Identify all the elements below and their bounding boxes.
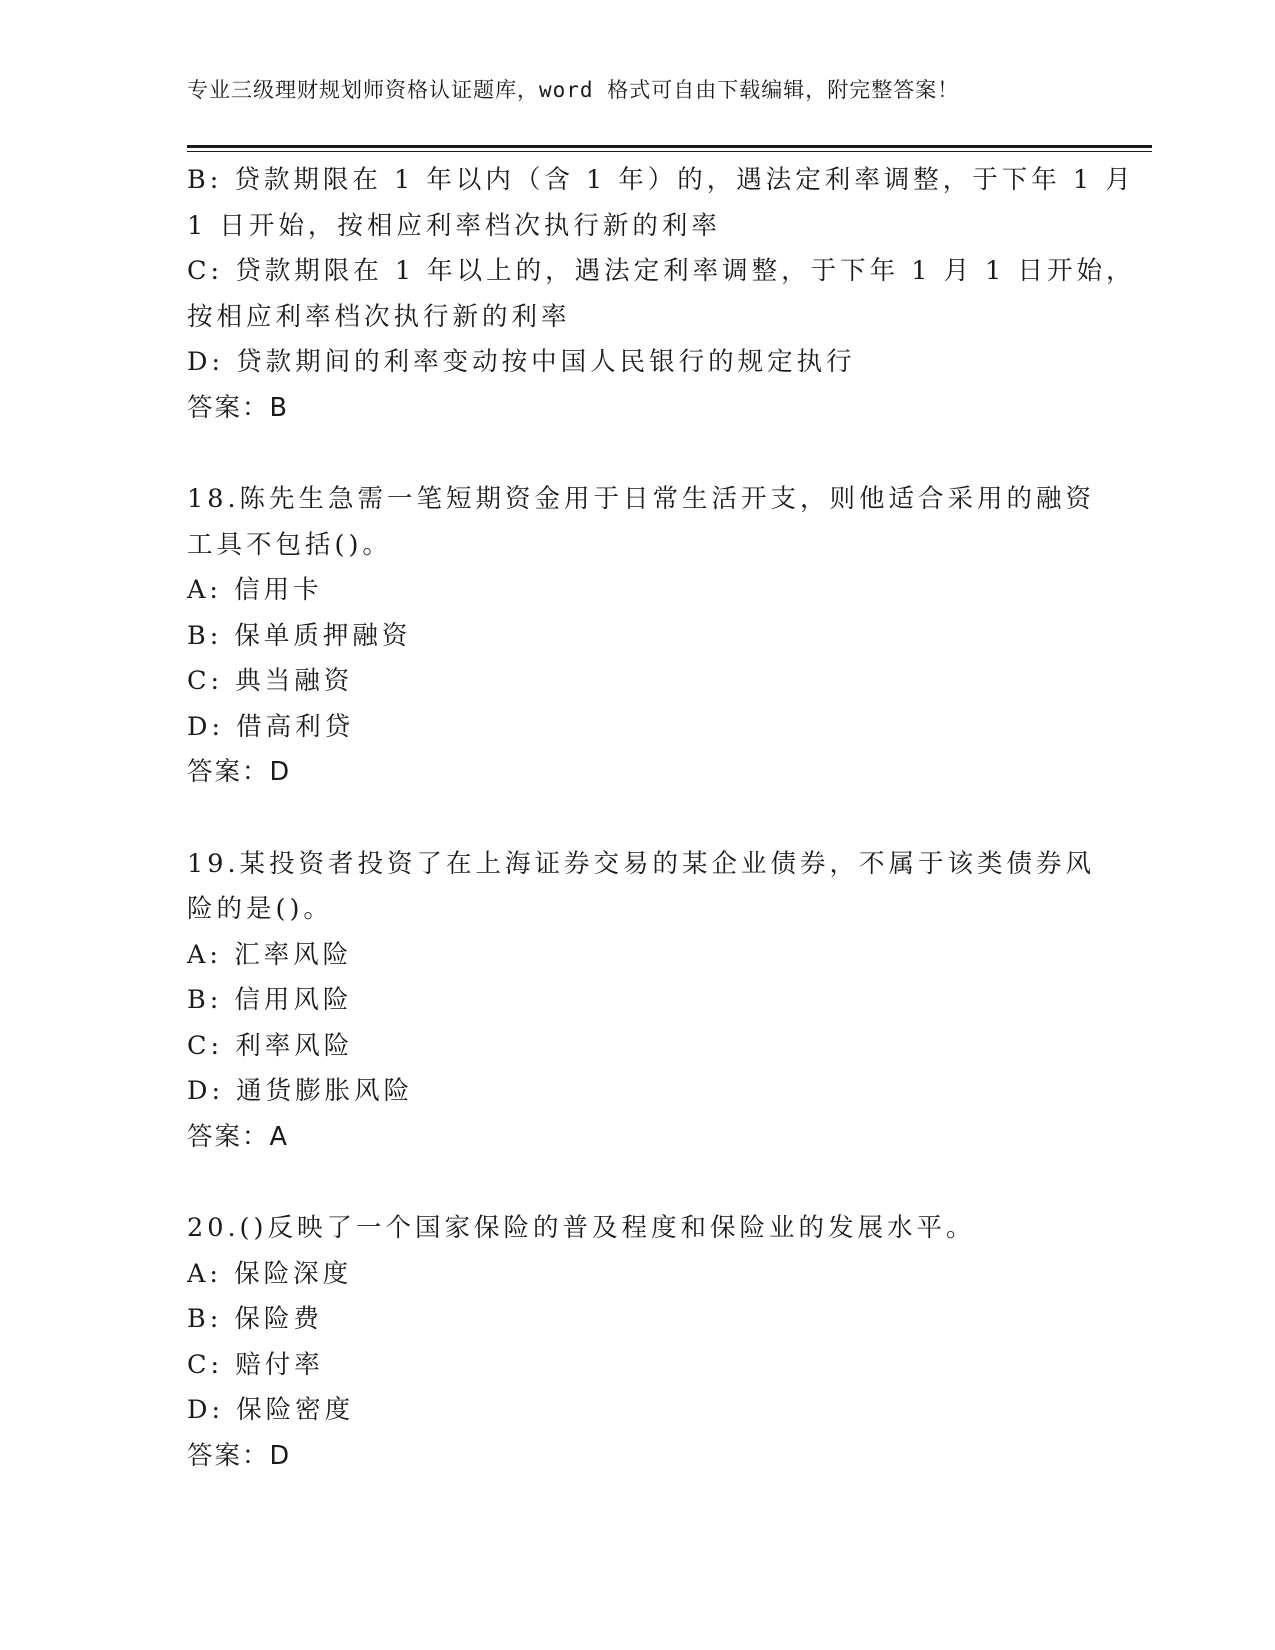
question-19 [187,842,1096,1161]
question-stem: 险的是()。 [187,894,333,924]
option-a: A: 保险深度 [187,1258,353,1289]
option-d: D: 保险密度 [187,1395,355,1425]
answer-line: 答案：D [187,757,292,787]
spacer [187,431,1087,477]
option-a: A: 信用卡 [187,575,323,605]
continued-question [187,158,1136,431]
option-b: B: 保险费 [187,1304,323,1334]
answer-line: 答案：A [187,1121,289,1152]
spacer [187,796,1087,842]
option-b: B: 保单质押融资 [187,620,412,651]
option-line: 1 日开始，按相应利率档次执行新的利率 [187,210,721,241]
option-c: C: 利率风险 [187,1030,354,1061]
header-rule [187,145,1152,148]
question-18 [187,477,1096,796]
option-line: C: 贷款期限在 1 年以上的，遇法定利率调整，于下年 1 月 1 日开始， [187,256,1136,286]
answer-line: 答案：B [187,392,289,423]
option-line: 按相应利率档次执行新的利率 [187,301,571,332]
option-b: B: 信用风险 [187,985,353,1015]
answer-line: 答案：D [187,1440,292,1471]
option-d: D: 借高利贷 [187,711,355,742]
option-c: C: 典当融资 [187,666,354,696]
question-stem: 20.()反映了一个国家保险的普及程度和保险业的发展水平。 [187,1213,976,1243]
question-stem: 19.某投资者投资了在上海证券交易的某企业债券，不属于该类债券风 [187,848,1096,879]
question-stem: 18.陈先生急需一笔短期资金用于日常生活开支，则他适合采用的融资 [187,484,1096,514]
option-d: D: 通货膨胀风险 [187,1076,414,1106]
page-header: 专业三级理财规划师资格认证题库，word 格式可自由下载编辑，附完整答案！ [187,78,960,102]
option-line: D: 贷款期间的利率变动按中国人民银行的规定执行 [187,347,856,377]
option-c: C: 赔付率 [187,1349,324,1380]
question-stem: 工具不包括()。 [187,529,392,560]
option-a: A: 汇率风险 [187,939,353,970]
option-line: B: 贷款期限在 1 年以内（含 1 年）的，遇法定利率调整，于下年 1 月 [187,165,1135,195]
spacer [187,1160,1087,1206]
question-20 [187,1206,1087,1479]
header-rule-thin [187,151,1152,152]
question-content [187,158,1136,1479]
